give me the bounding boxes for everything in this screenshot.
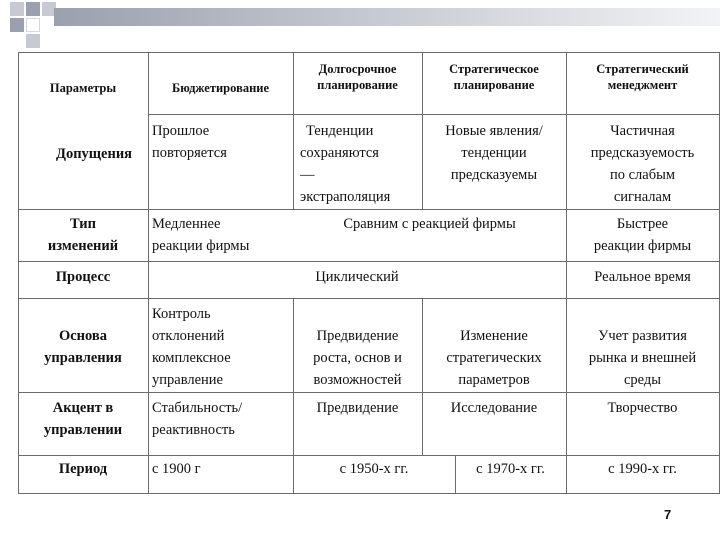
header-strategic-management: Стратегический менеджмент	[596, 62, 689, 92]
change-type-strategic-management: Быстрее реакции фирмы	[593, 216, 692, 254]
row-divider	[18, 392, 720, 393]
basis-budgeting: Контроль отклонений комплексное управление	[152, 306, 231, 388]
emphasis-strategic-planning: Исследование	[450, 400, 538, 416]
row-divider	[18, 298, 720, 299]
header-gradient-bar	[54, 8, 720, 26]
process-middle: Циклический	[315, 269, 399, 285]
assumptions-strategic-management: Частичная предсказуемость по слабым сигналам	[590, 123, 695, 205]
process-strategic-management: Реальное время	[594, 269, 691, 285]
table-border	[18, 493, 720, 494]
header-strategic-planning: Стратегическое планирование	[449, 62, 539, 92]
row-label-period: Период	[58, 461, 108, 477]
decor-square	[26, 2, 40, 16]
period-budgeting: с 1900 г	[152, 461, 201, 477]
header-long-term: Долгосрочное планирование	[317, 62, 398, 92]
assumptions-strategic-planning: Новые явления/ тенденции предсказуемы	[445, 123, 543, 183]
change-type-middle: Сравним с реакцией фирмы	[343, 216, 516, 232]
basis-strategic-management: Учет развития рынка и внешней среды	[588, 328, 697, 388]
basis-long-term: Предвидение роста, основ и возможностей	[313, 328, 402, 388]
table-border	[18, 52, 720, 53]
row-label-emphasis: Акцент в управлении	[43, 400, 123, 438]
header-budgeting: Бюджетирование	[171, 81, 270, 95]
row-label-change-type: Тип изменений	[47, 216, 119, 254]
row-divider	[18, 455, 720, 456]
assumptions-budgeting: Прошлое повторяется	[152, 123, 227, 161]
page-number: 7	[664, 507, 672, 522]
row-label-process: Процесс	[55, 269, 111, 285]
basis-strategic-planning: Изменение стратегических параметров	[446, 328, 542, 388]
row-divider	[18, 209, 720, 210]
assumptions-long-term: Тенденции сохраняются — экстраполяция	[300, 123, 391, 205]
period-strategic-planning: с 1970-х гг.	[476, 461, 545, 477]
comparison-table	[18, 52, 720, 494]
emphasis-budgeting: Стабильность/ реактивность	[152, 400, 243, 438]
row-label-basis: Основа управления	[44, 328, 122, 366]
period-long-term: с 1950-х гг.	[339, 461, 409, 477]
row-divider	[148, 114, 720, 115]
decor-square	[10, 18, 24, 32]
row-label-assumptions: Допущения	[55, 146, 133, 162]
decor-square	[26, 18, 40, 32]
emphasis-long-term: Предвидение	[316, 400, 399, 416]
decor-square	[26, 34, 40, 48]
emphasis-strategic-management: Творчество	[607, 400, 678, 416]
header-params: Параметры	[49, 81, 117, 95]
change-type-budgeting: Медленнее реакции фирмы	[152, 216, 250, 254]
period-strategic-management: с 1990-х гг.	[608, 461, 677, 477]
decor-square	[10, 2, 24, 16]
row-divider	[18, 261, 720, 262]
